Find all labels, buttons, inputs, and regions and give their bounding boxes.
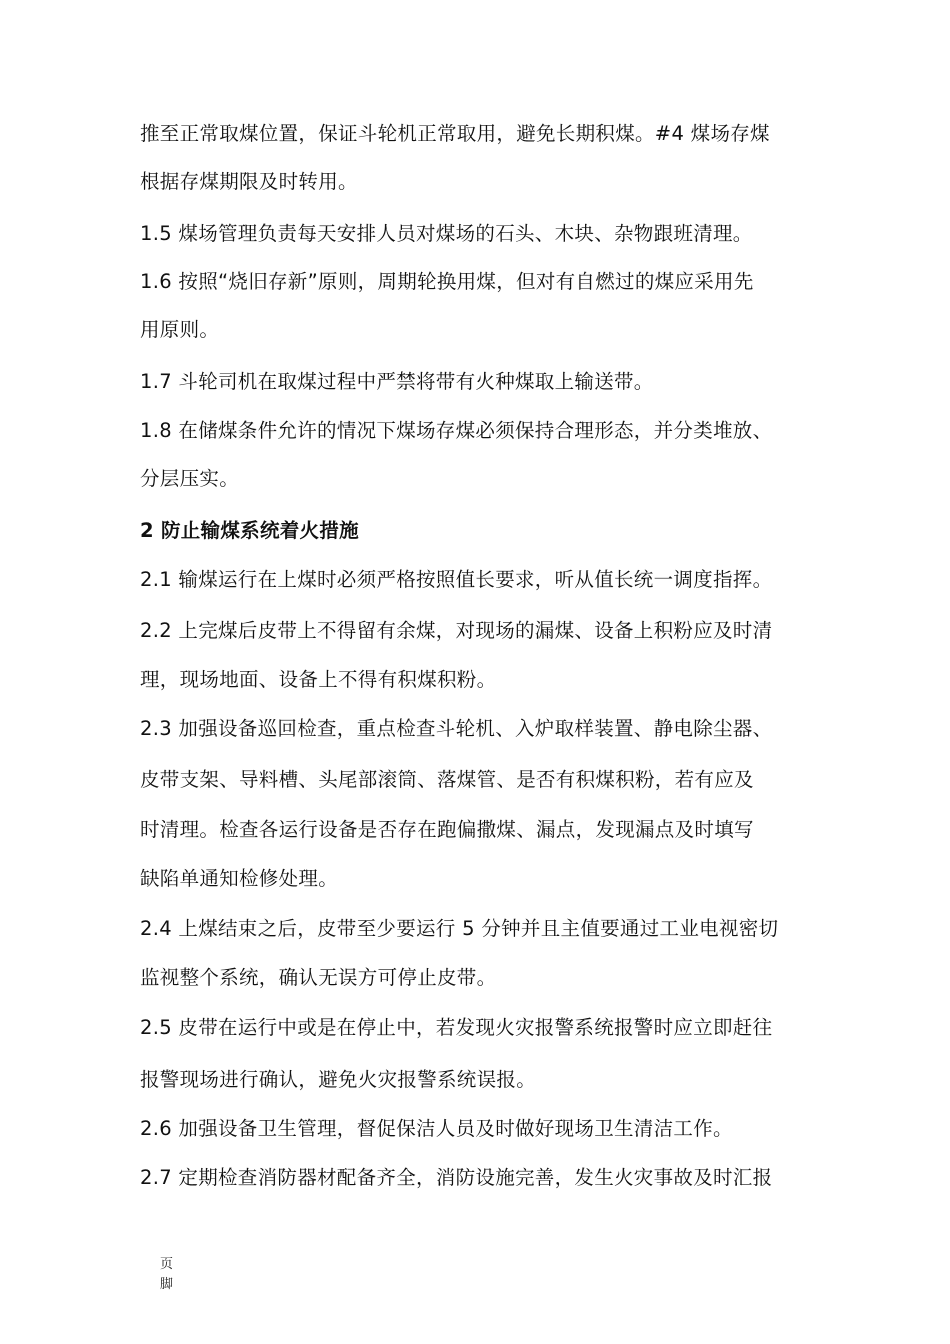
text-line: 2.6 加强设备卫生管理，督促保洁人员及时做好现场卫生清洁工作。 — [140, 1117, 733, 1140]
text-line: 时清理。检查各运行设备是否存在跑偏撒煤、漏点，发现漏点及时填写 — [140, 818, 754, 841]
page-footer — [160, 1255, 180, 1295]
text-line: 2.3 加强设备巡回检查，重点检查斗轮机、入炉取样装置、静电除尘器、 — [140, 717, 773, 740]
text-line: 2.5 皮带在运行中或是在停止中，若发现火灾报警系统报警时应立即赶往 — [140, 1016, 773, 1039]
footer-char: 脚 — [160, 1277, 174, 1292]
text-line: 1.5 煤场管理负责每天安排人员对煤场的石头、木块、杂物跟班清理。 — [140, 222, 753, 245]
text-line: 皮带支架、导料槽、头尾部滚筒、落煤管、是否有积煤积粉，若有应及 — [140, 768, 754, 791]
text-line: 理，现场地面、设备上不得有积煤积粉。 — [140, 668, 497, 691]
footer-char: 页 — [160, 1257, 174, 1272]
text-line: 1.8 在储煤条件允许的情况下煤场存煤必须保持合理形态，并分类堆放、 — [140, 419, 773, 442]
text-line: 2.7 定期检查消防器材配备齐全，消防设施完善，发生火灾事故及时汇报 — [140, 1166, 773, 1189]
text-line: 2.2 上完煤后皮带上不得留有余煤，对现场的漏煤、设备上积粉应及时清 — [140, 619, 773, 642]
text-line: 监视整个系统，确认无误方可停止皮带。 — [140, 966, 497, 989]
text-line: 报警现场进行确认，避免火灾报警系统误报。 — [140, 1068, 537, 1091]
text-line: 根据存煤期限及时转用。 — [140, 170, 358, 193]
text-line: 缺陷单通知检修处理。 — [140, 867, 339, 890]
text-line: 1.6 按照“烧旧存新”原则，周期轮换用煤，但对有自燃过的煤应采用先 — [140, 270, 754, 293]
text-line: 2.4 上煤结束之后，皮带至少要运行 5 分钟并且主值要通过工业电视密切 — [140, 917, 779, 940]
text-line: 2.1 输煤运行在上煤时必须严格按照值长要求，听从值长统一调度指挥。 — [140, 568, 773, 591]
text-line: 推至正常取煤位置，保证斗轮机正常取用，避免长期积煤。#4 煤场存煤 — [140, 122, 770, 145]
text-line: 1.7 斗轮司机在取煤过程中严禁将带有火种煤取上输送带。 — [140, 370, 654, 393]
section-heading: 2 防止输煤系统着火措施 — [140, 519, 359, 542]
text-line: 分层压实。 — [140, 467, 240, 490]
text-line: 用原则。 — [140, 318, 220, 341]
